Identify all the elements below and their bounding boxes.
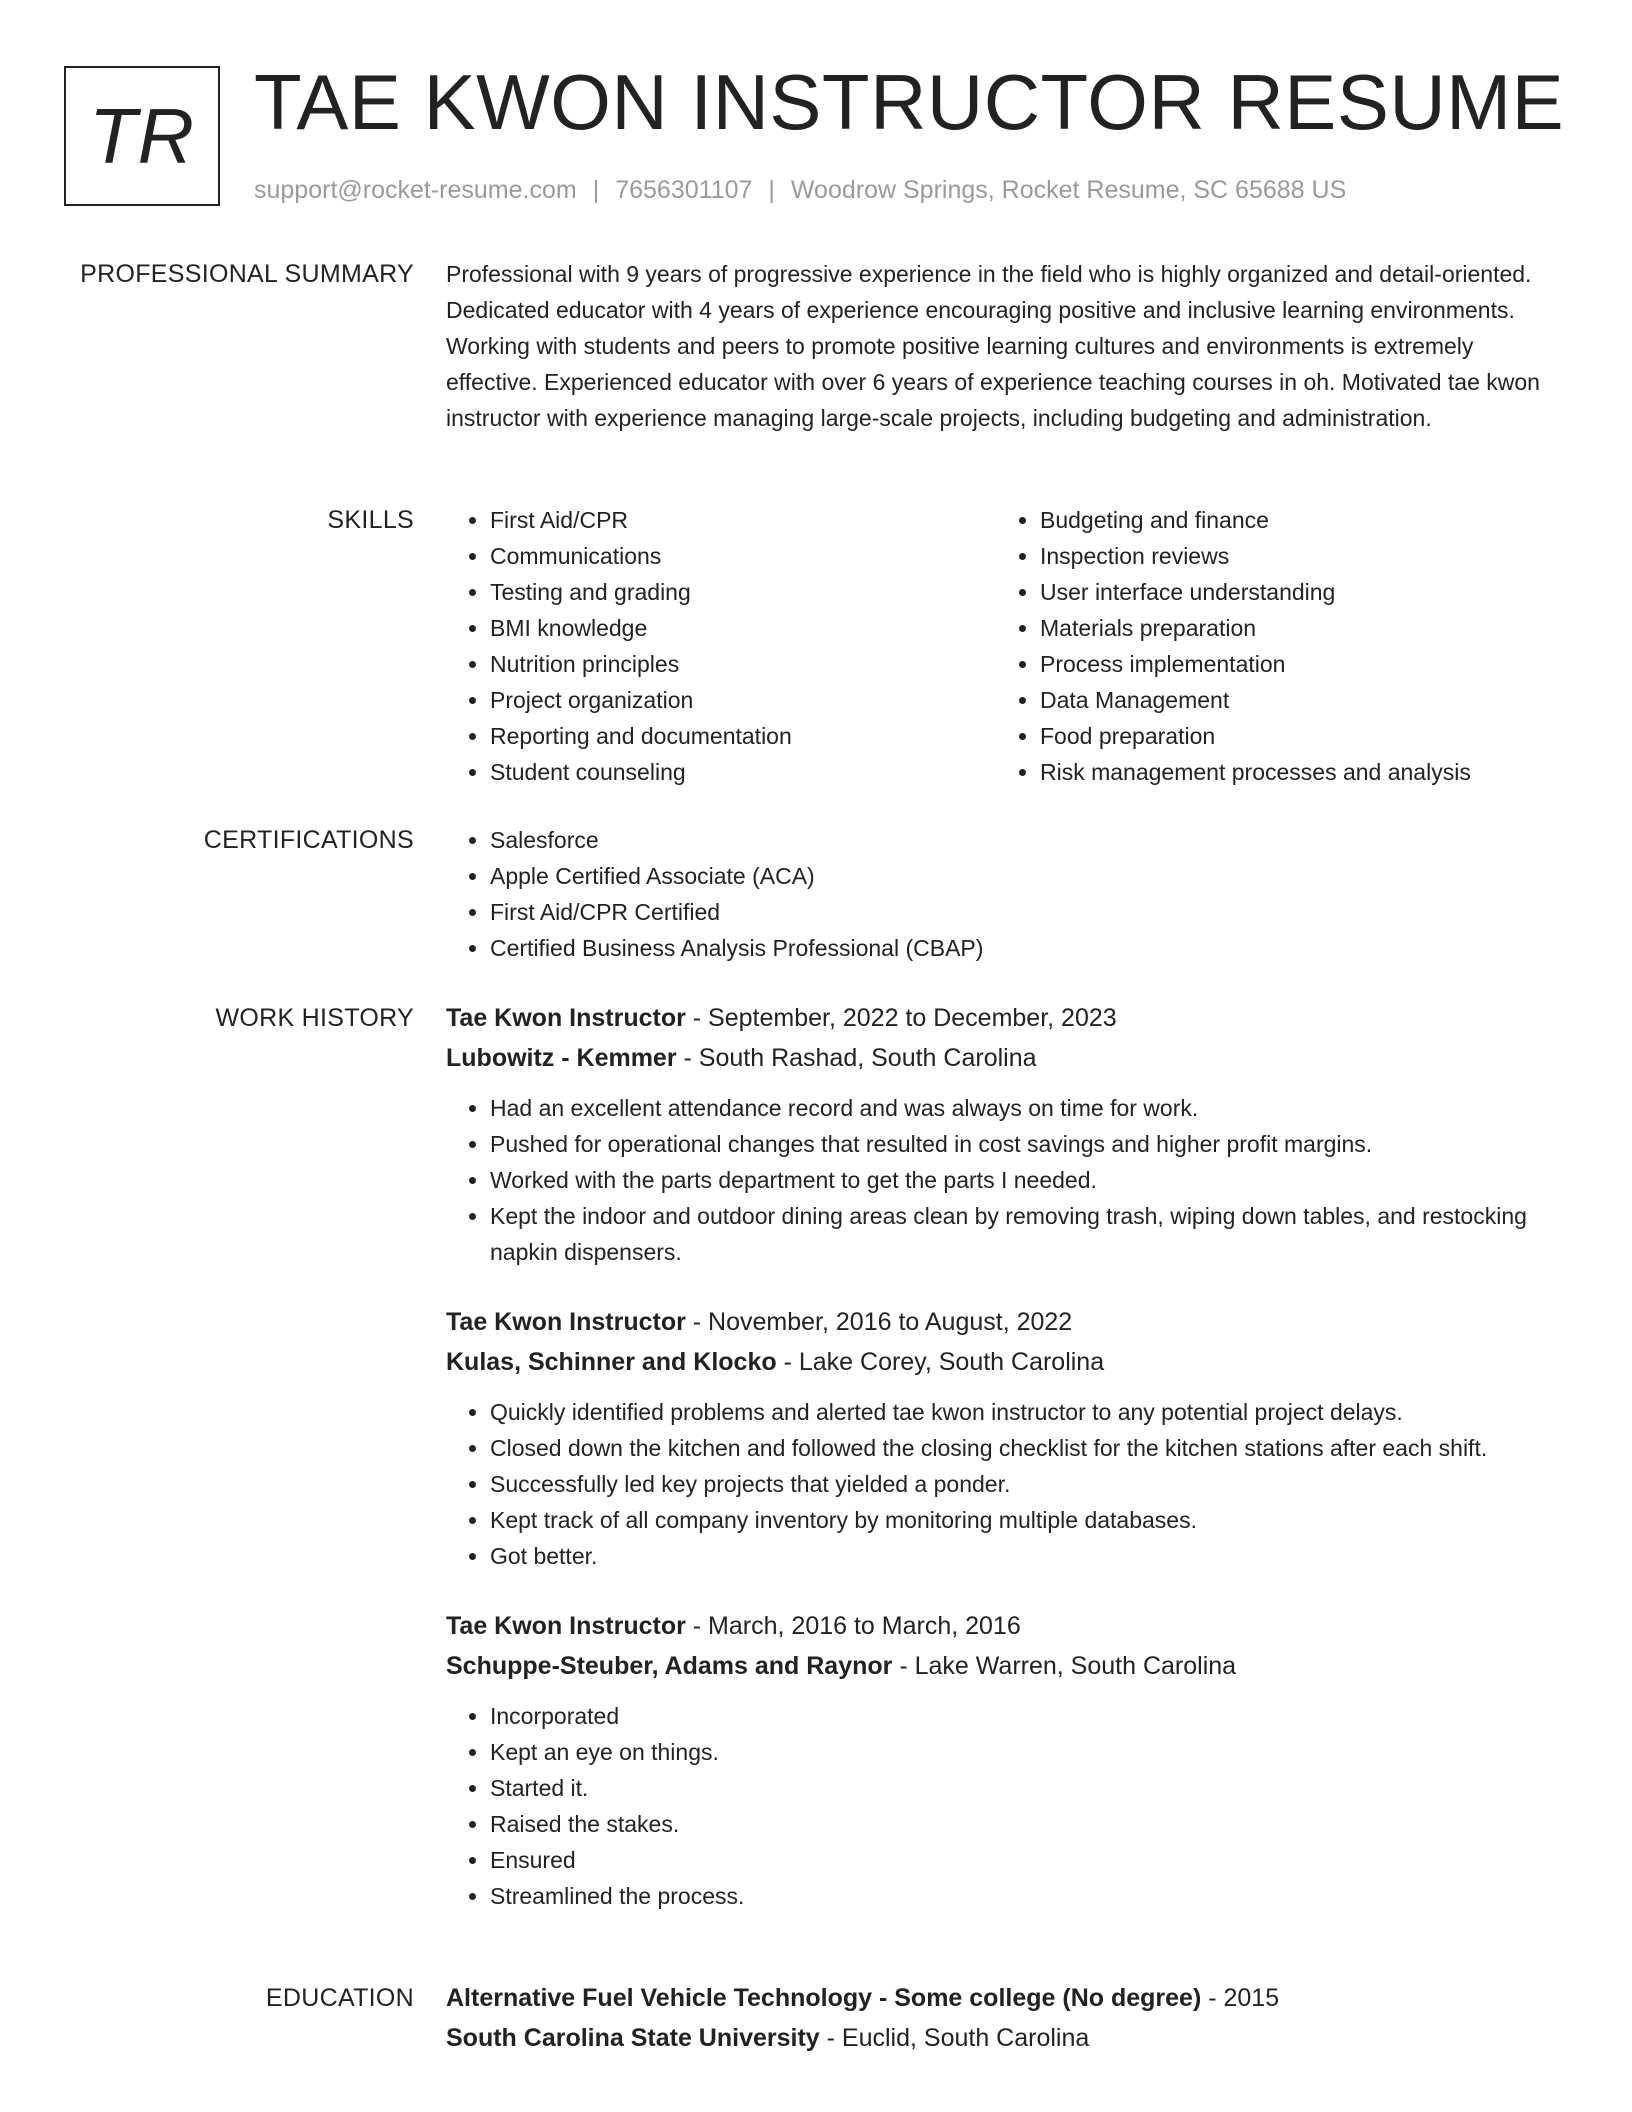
job-bullet: • Closed down the kitchen and followed the closing checklist for the kitchen stations after each shift. [490,1430,1546,1466]
certification-item: • Apple Certified Associate (ACA) [490,858,1546,894]
job-bullet: • Incorporated [490,1698,1546,1734]
certifications-list [446,822,1546,966]
job-dates: - November, 2016 to August, 2022 [685,1308,1073,1336]
job-bullet: • Quickly identified problems and alerted tae kwon instructor to any potential project delays. [490,1394,1546,1430]
job-company-line [446,1038,1546,1078]
job-bullet: • Kept track of all company inventory by monitoring multiple databases. [490,1502,1546,1538]
job-bullet: • Started it. [490,1770,1546,1806]
job-entry [446,1606,1546,1914]
certification-item: • Salesforce [490,822,1546,858]
section-label-education: EDUCATION [265,1984,414,2012]
job-bullet: • Kept the indoor and outdoor dining areas clean by removing trash, wiping down tables, and restocking napkin dispensers. [490,1198,1546,1270]
work-history-body [446,998,1546,1946]
skills-list-left [446,502,996,790]
job-location: - Lake Corey, South Carolina [776,1348,1105,1376]
certifications-body [446,822,1546,966]
certification-item: • First Aid/CPR Certified [490,894,1546,930]
education-year: - 2015 [1201,1984,1280,2012]
certification-item: • Certified Business Analysis Professional (CBAP) [490,930,1546,966]
job-company-line [446,1342,1546,1382]
job-dates: - September, 2022 to December, 2023 [685,1004,1117,1032]
education-school-line [446,2018,1546,2058]
skill-item: • Student counseling [490,754,996,790]
skill-item: • Risk management processes and analysis [1040,754,1546,790]
skills-body [446,502,1546,790]
job-bullet: • Successfully led key projects that yielded a ponder. [490,1466,1546,1502]
contact-phone: 7656301107 [615,176,753,204]
job-entry [446,998,1546,1270]
skill-item: • First Aid/CPR [490,502,996,538]
skill-item: • Nutrition principles [490,646,996,682]
job-title-line [446,1606,1546,1646]
job-company: Schuppe-Steuber, Adams and Raynor [446,1652,893,1680]
job-bullet: • Pushed for operational changes that resulted in cost savings and higher profit margins. [490,1126,1546,1162]
education-body [446,1978,1546,2058]
skill-item: • Materials preparation [1040,610,1546,646]
resume-title: TAE KWON INSTRUCTOR RESUME [254,58,1565,146]
education-location: - Euclid, South Carolina [819,2024,1090,2052]
job-title-line [446,998,1546,1038]
job-bullet: • Ensured [490,1842,1546,1878]
contact-separator: | [592,176,600,204]
contact-separator: | [768,176,775,204]
summary-body [446,256,1546,436]
job-bullet: • Raised the stakes. [490,1806,1546,1842]
skill-item: • Data Management [1040,682,1546,718]
skill-item: • Food preparation [1040,718,1546,754]
monogram-logo: TR [64,66,220,206]
section-label-summary: PROFESSIONAL SUMMARY [80,260,414,288]
job-title: Tae Kwon Instructor [446,1308,686,1336]
skill-item: • BMI knowledge [490,610,996,646]
job-bullets [446,1698,1546,1914]
job-title: Tae Kwon Instructor [446,1612,686,1640]
job-location: - Lake Warren, South Carolina [892,1652,1237,1680]
job-company: Kulas, Schinner and Klocko [446,1348,777,1376]
job-bullet: • Had an excellent attendance record and was always on time for work. [490,1090,1546,1126]
job-dates: - March, 2016 to March, 2016 [685,1612,1021,1640]
section-label-certifications: CERTIFICATIONS [203,826,414,854]
skills-list-right [996,502,1546,790]
skill-item: • Inspection reviews [1040,538,1546,574]
job-title: Tae Kwon Instructor [446,1004,686,1032]
job-bullets [446,1394,1546,1574]
job-title-line [446,1302,1546,1342]
skill-item: • User interface understanding [1040,574,1546,610]
skill-item: • Communications [490,538,996,574]
education-school: South Carolina State University [446,2024,820,2052]
section-label-skills: SKILLS [327,506,414,534]
contact-line [254,172,1346,208]
skill-item: • Process implementation [1040,646,1546,682]
job-entry [446,1302,1546,1574]
job-bullet: • Got better. [490,1538,1546,1574]
summary-text: Professional with 9 years of progressive experience in the field who is highly organized and detail-oriented. Dedicated educator with 4 years of experience encouraging positive and inclusive learning environments. Working with students and peers to promote positive learning cultures and environments is extremely effective. Experienced educator with over 6 years of experience teaching courses in oh. Motivated tae kwon instructor with experience managing large-scale projects, including budgeting and administration. [446,261,1540,431]
job-bullet: • Streamlined the process. [490,1878,1546,1914]
skill-item: • Project organization [490,682,996,718]
job-location: - South Rashad, South Carolina [676,1044,1037,1072]
job-company: Lubowitz - Kemmer [446,1044,677,1072]
job-bullet: • Kept an eye on things. [490,1734,1546,1770]
job-bullets [446,1090,1546,1270]
skill-item: • Budgeting and finance [1040,502,1546,538]
skill-item: • Testing and grading [490,574,996,610]
section-label-work-history: WORK HISTORY [215,1004,414,1032]
education-degree-line [446,1978,1546,2018]
job-bullet: • Worked with the parts department to get the parts I needed. [490,1162,1546,1198]
contact-email: support@rocket-resume.com [254,176,577,204]
contact-address: Woodrow Springs, Rocket Resume, SC 65688 US [790,176,1347,204]
skill-item: • Reporting and documentation [490,718,996,754]
education-degree: Alternative Fuel Vehicle Technology - Some college (No degree) [446,1984,1202,2012]
job-company-line [446,1646,1546,1686]
